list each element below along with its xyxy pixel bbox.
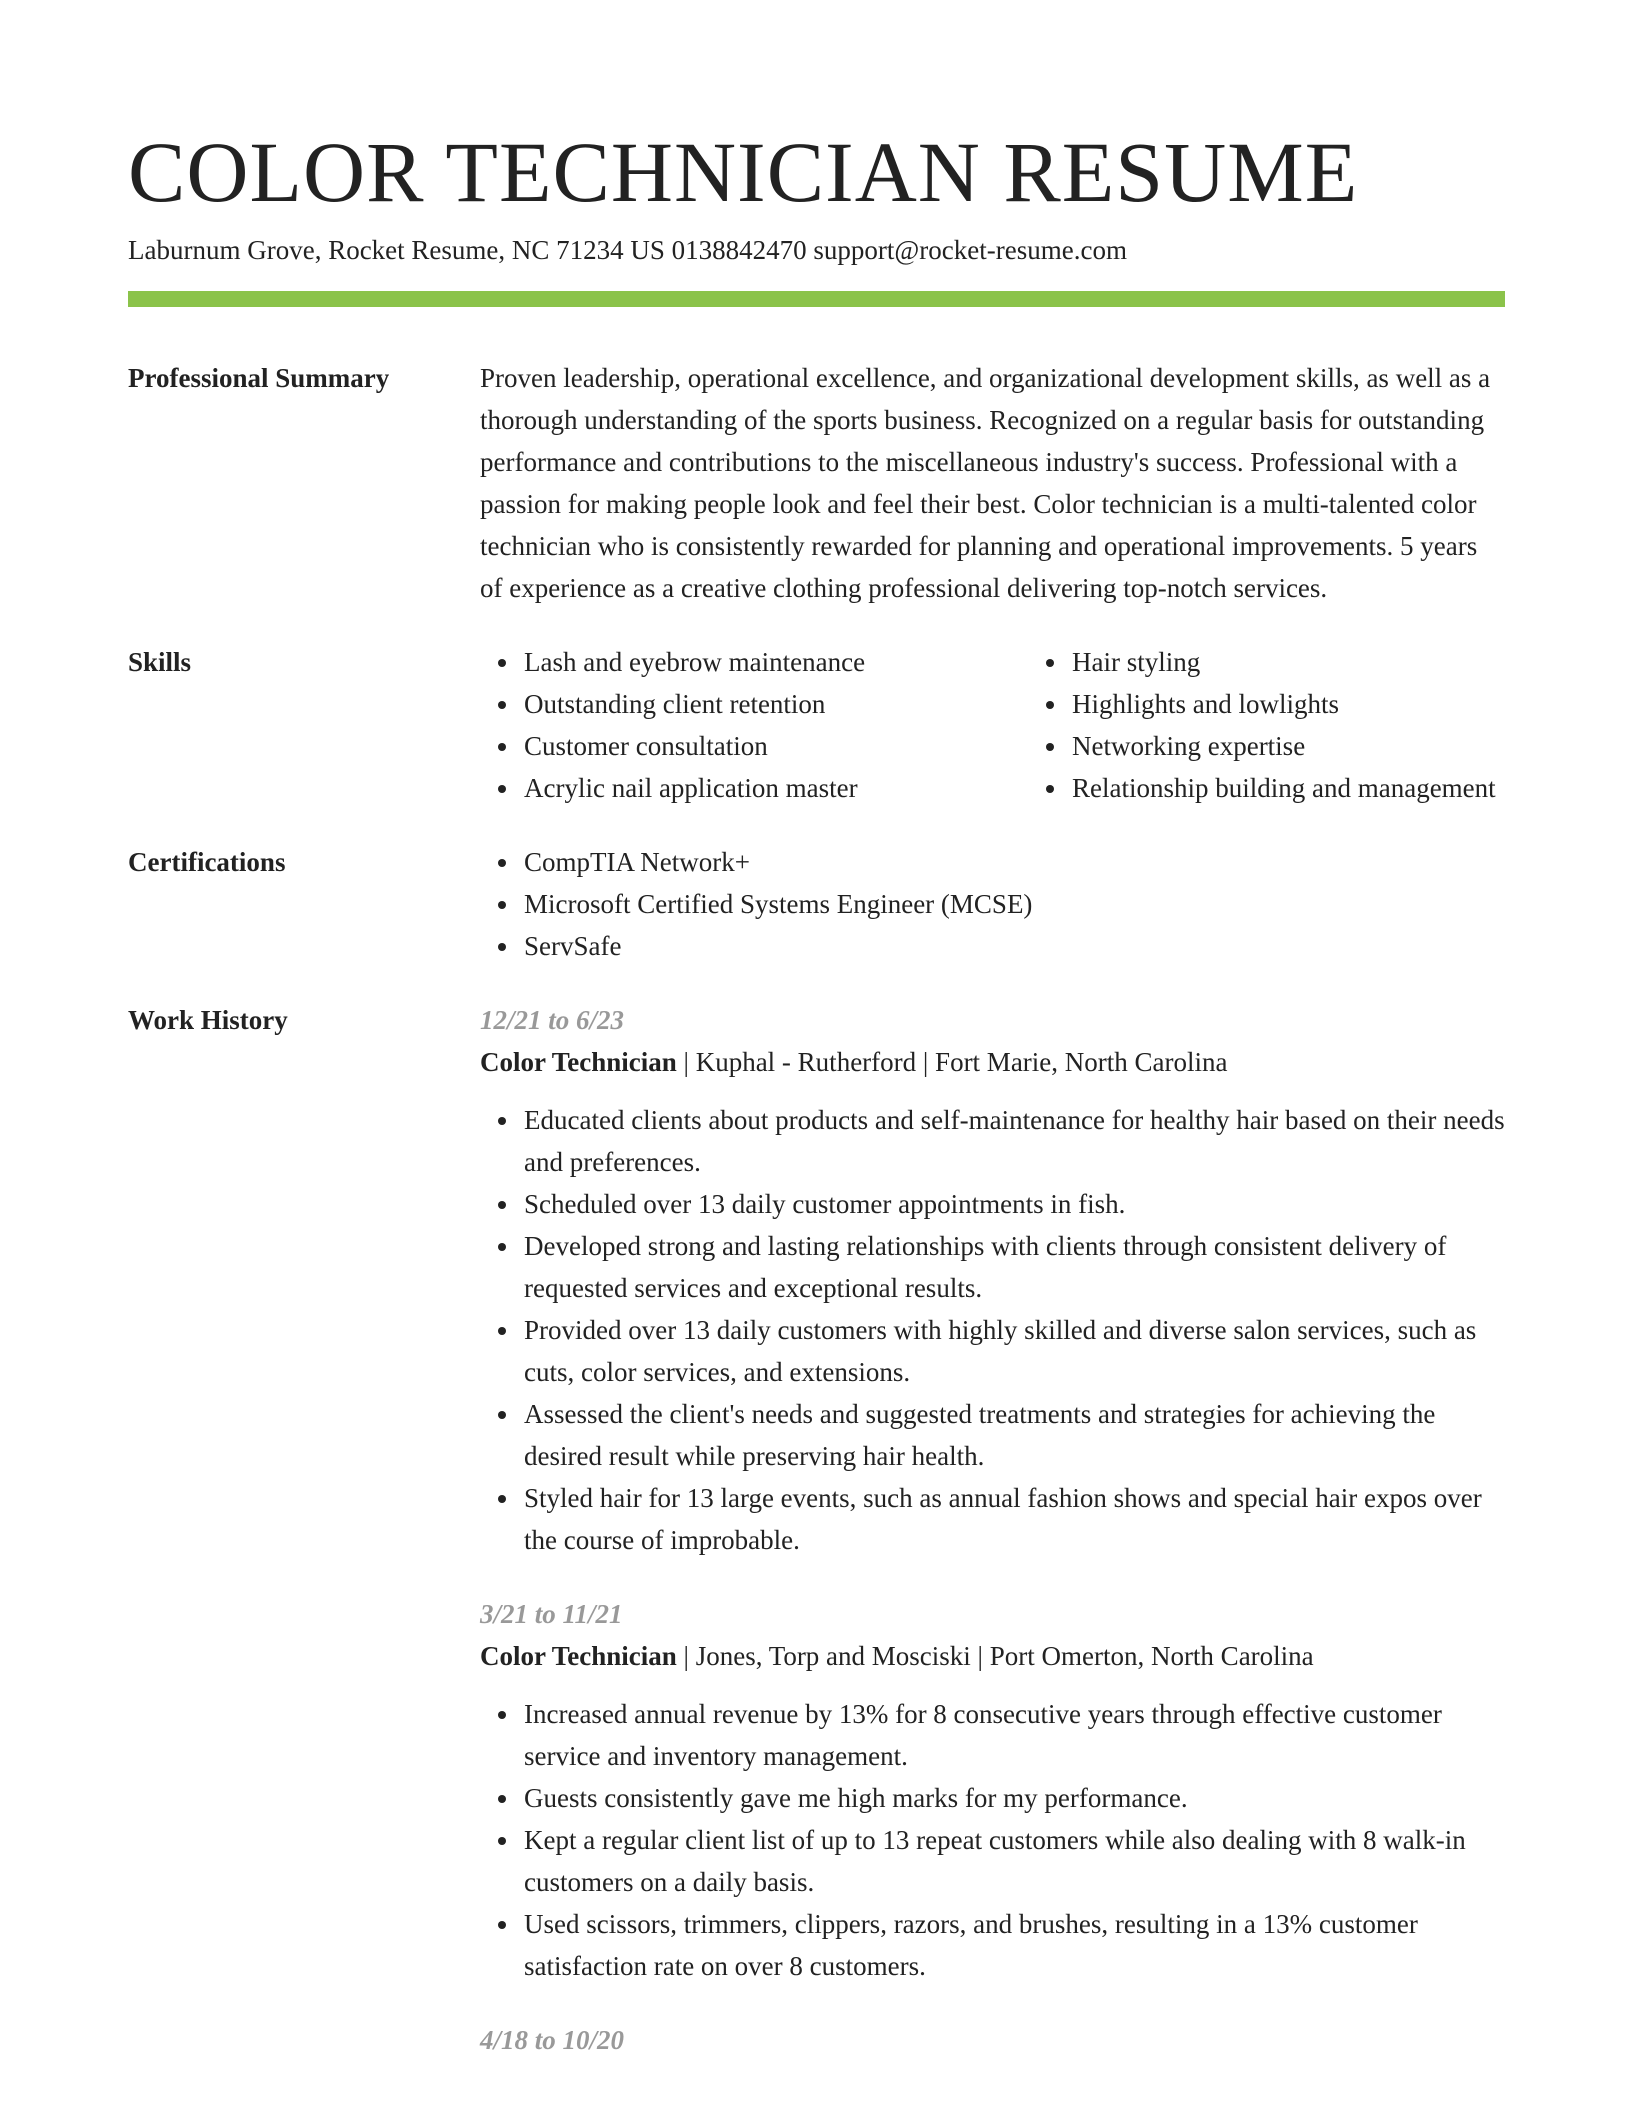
job-bullet: Styled hair for 13 large events, such as annual fashion shows and special hair expos over the course of improbable.: [524, 1477, 1505, 1561]
job-bullet: Guests consistently gave me high marks for my performance.: [524, 1777, 1505, 1819]
job-date: 12/21 to 6/23: [480, 1005, 625, 1035]
certification-item: Microsoft Certified Systems Engineer (MCSE): [524, 883, 1505, 925]
summary-text: Proven leadership, operational excellence, and organizational development skills, as well as a thorough understanding of the sports business. Recognized on a regular basis for outstanding performance and contributions to the miscellaneous industry's success. Professional with a passion for making people look and feel their best. Color technician is a multi-talented color technician who is consistently rewarded for planning and operational improvements. 5 years of experience as a creative clothing professional delivering top-notch services.: [480, 363, 1491, 603]
job-bullet: Kept a regular client list of up to 13 repeat customers while also dealing with 8 walk-in customers on a daily basis.: [524, 1819, 1505, 1903]
work-history-section: [128, 999, 1505, 2093]
certifications-body: [480, 841, 1505, 967]
skill-item: Outstanding client retention: [524, 683, 1028, 725]
skill-item: Lash and eyebrow maintenance: [524, 641, 1028, 683]
job-entry: [480, 2019, 1505, 2061]
certifications-list: [480, 841, 1505, 967]
job-bullet: Increased annual revenue by 13% for 8 consecutive years through effective customer service and inventory management.: [524, 1693, 1505, 1777]
section-label-skills: Skills: [128, 647, 192, 677]
job-bullets: [480, 1099, 1505, 1561]
header-divider: [128, 291, 1505, 307]
job-bullet: Scheduled over 13 daily customer appointments in fish.: [524, 1183, 1505, 1225]
skills-section: [128, 641, 1505, 809]
job-date: 4/18 to 10/20: [480, 2025, 625, 2055]
professional-summary-section: [128, 357, 1505, 609]
job-bullet: Provided over 13 daily customers with highly skilled and diverse salon services, such as cuts, color services, and extensions.: [524, 1309, 1505, 1393]
job-entry: [480, 1593, 1505, 1987]
certification-item: ServSafe: [524, 925, 1505, 967]
job-date: 3/21 to 11/21: [480, 1599, 623, 1629]
job-heading: [480, 1041, 1505, 1083]
contact-line: Laburnum Grove, Rocket Resume, NC 71234 US 0138842470 support@rocket-resume.com: [128, 235, 1127, 265]
job-bullets: [480, 1693, 1505, 1987]
skill-item: Acrylic nail application master: [524, 767, 1028, 809]
certifications-section: [128, 841, 1505, 967]
skills-grid: [480, 641, 1505, 809]
skill-item: Relationship building and management: [1072, 767, 1505, 809]
job-details: | Jones, Torp and Mosciski | Port Omerton, North Carolina: [676, 1641, 1314, 1671]
job-bullet: Developed strong and lasting relationships with clients through consistent delivery of requested services and exceptional results.: [524, 1225, 1505, 1309]
section-label-certifications: Certifications: [128, 847, 286, 877]
job-heading: [480, 1635, 1505, 1677]
job-bullet: Educated clients about products and self-maintenance for healthy hair based on their needs and preferences.: [524, 1099, 1505, 1183]
work-history-body: [480, 999, 1505, 2093]
job-entry: [480, 999, 1505, 1561]
section-label-work-history: Work History: [128, 1005, 288, 1035]
job-role: Color Technician: [480, 1641, 677, 1671]
skill-item: Networking expertise: [1072, 725, 1505, 767]
skill-item: Hair styling: [1072, 641, 1505, 683]
certification-item: CompTIA Network+: [524, 841, 1505, 883]
job-details: | Kuphal - Rutherford | Fort Marie, North Carolina: [676, 1047, 1228, 1077]
resume-page: [128, 0, 1505, 2093]
job-bullet: Assessed the client's needs and suggested treatments and strategies for achieving the desired result while preserving hair health.: [524, 1393, 1505, 1477]
section-label-summary: Professional Summary: [128, 363, 390, 393]
skills-list-right: [1028, 641, 1505, 809]
job-role: Color Technician: [480, 1047, 677, 1077]
skill-item: Customer consultation: [524, 725, 1028, 767]
skill-item: Highlights and lowlights: [1072, 683, 1505, 725]
resume-title: COLOR TECHNICIAN RESUME: [128, 124, 1359, 220]
job-bullet: Used scissors, trimmers, clippers, razors, and brushes, resulting in a 13% customer satisfaction rate on over 8 customers.: [524, 1903, 1505, 1987]
skills-list-left: [480, 641, 1028, 809]
